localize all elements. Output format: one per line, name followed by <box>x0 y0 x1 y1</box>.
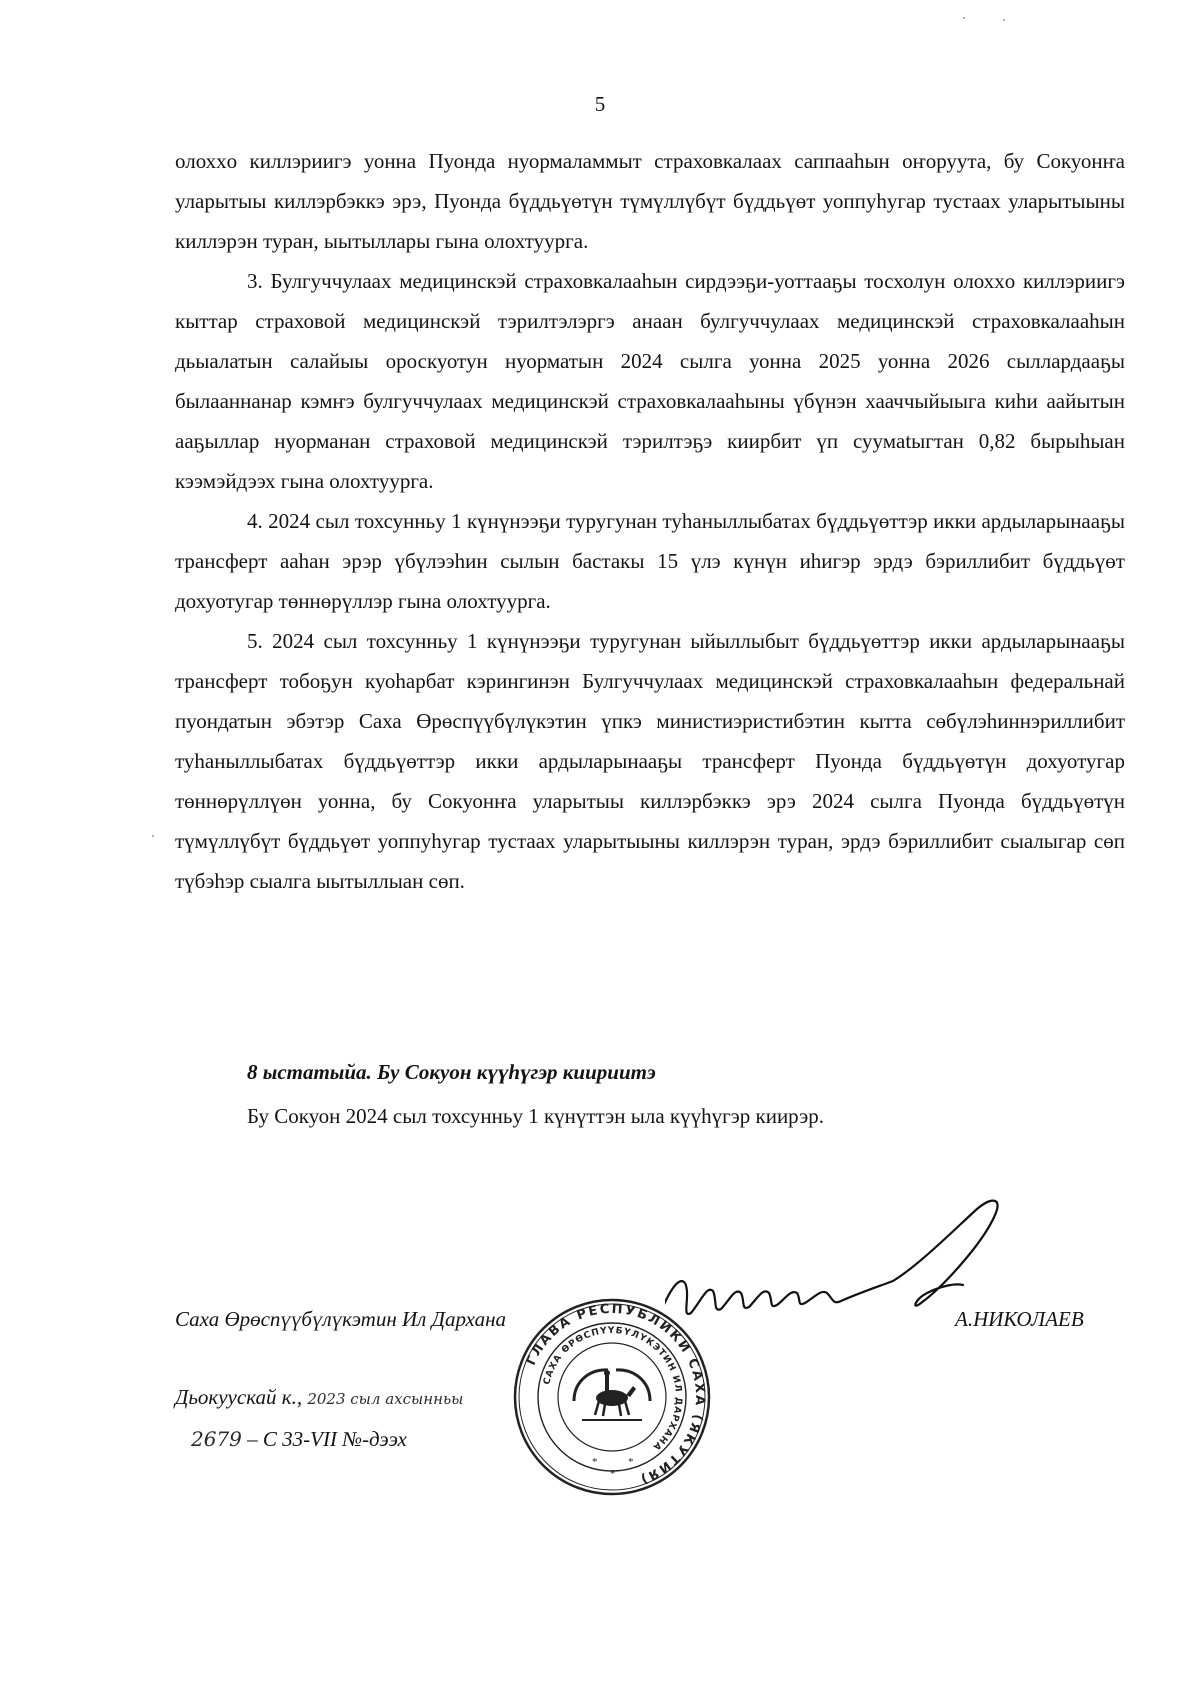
svg-text:*: * <box>628 1456 634 1468</box>
article-text: Бу Сокуон 2024 сыл тохсунньу 1 күнүттэн ыла күүһүгэр киирэр. <box>247 1104 824 1128</box>
seal-emblem <box>574 1370 650 1420</box>
page-number: 5 <box>594 92 606 116</box>
paragraph-item-4: 4. 2024 сыл тохсунньу 1 күнүнээҕи туругунан туһаныллыбатах бүддьүөттэр икки ардыларынааҕы трансферт ааһан эрэр үбүлээһин сылын бастакы 15 үлэ күнүн иһигэр эрдэ бэриллибит бүддьүөт дохуотугар төннөрүллэр гына олохтуурга. <box>175 509 1125 613</box>
signatory-name: А.НИКОЛАЕВ <box>955 1307 1084 1331</box>
law-number-line <box>191 1427 407 1452</box>
handwritten-signature <box>665 1195 1025 1335</box>
signatory-position: Саха Өрөспүүбүлүкэтин Ил Дархана <box>175 1307 506 1331</box>
svg-text:*: * <box>610 1468 616 1480</box>
svg-text:ГЛАВА РЕСПУБЛИКИ САХА (ЯКУТИЯ): ГЛАВА РЕСПУБЛИКИ САХА (ЯКУТИЯ) <box>523 1301 708 1488</box>
handwritten-date: 2023 сыл ахсынньы <box>307 1390 464 1408</box>
number-suffix: – С 33-VII №-дээх <box>241 1427 407 1451</box>
place-prefix: Дьокуускай к., <box>175 1385 303 1409</box>
scan-speck <box>152 835 154 837</box>
svg-text:*: * <box>592 1456 598 1468</box>
scan-speck <box>1003 19 1005 21</box>
scan-speck <box>963 17 965 19</box>
svg-text:САХА ӨРӨСПҮҮБҮЛҮКЭТИН ИЛ ДАРХА: САХА ӨРӨСПҮҮБҮЛҮКЭТИН ИЛ ДАРХАНА <box>542 1325 684 1453</box>
handwritten-number: 2679 <box>191 1427 242 1451</box>
paragraph-item-5: 5. 2024 сыл тохсунньу 1 күнүнээҕи туругунан ыйыллыбыт бүддьүөттэр икки ардыларынааҕы трансферт тобоҕун куоһарбат кэрингинэн Булгуччулаах медицинскэй страховкалааһын федеральнай пуондатын эбэтэр Саха Өрөспүүбүлүкэтин үпкэ министиэристибэтин кытта сөбүлэһиннэриллибит туһаныллыбатах бүддьүөттэр икки ардыларынааҕы трансферт Пуонда бүддьүөтүн дохуотугар төннөрүллүөн уонна, бу Сокуонҥа уларытыы киллэрбэккэ эрэ 2024 сылга Пуонда бүддьүөтүн түмүллүбүт бүддьүөт уоппуһугар тустаах уларытыыны киллэрэн туран, эрдэ бэриллибит сыалыгар сөп түбэһэр сыалга ыытыллыан сөп. <box>175 629 1125 893</box>
body-text <box>175 141 1125 901</box>
article-title: 8 ыстатыйа. Бу Сокуон күүһүгэр киириитэ <box>247 1060 656 1084</box>
paragraph-item-3: 3. Булгуччулаах медицинскэй страховкалааһын сирдээҕи-уоттааҕы тосхолун олохxо киллэриигэ кыттар страховой медицинскэй тэрилтэлэргэ анаан булгуччулаах медицинскэй страховкалааһын дьыалатын салайыы ороскуотун нуорматын 2024 сылга уонна 2025 уонна 2026 сыллардааҕы былааннанар кэмҥэ булгуччулаах медицинскэй страховкалааһыны үбүнэн хааччыйыыга киһи аайытын ааҕыллар нуорманан страховой медицинскэй тэрилтэҕэ киирбит үп суумatыгтан 0,82 бырыһыан кээмэйдээх гына олохтуурга. <box>175 269 1125 493</box>
place-date-line <box>175 1385 463 1410</box>
paragraph-continuation: олохxо киллэриигэ уонна Пуонда нуормаламмыт страховкалаах саппааһын оҥоруута, бу Сокуонҥа уларытыы киллэрбэккэ эрэ, Пуонда бүддьүөтүн түмүллүбүт бүддьүөт уоппуһугар тустаах уларытыыны киллэрэн туран, ыытыллары гына олохтуурга. <box>175 149 1125 253</box>
